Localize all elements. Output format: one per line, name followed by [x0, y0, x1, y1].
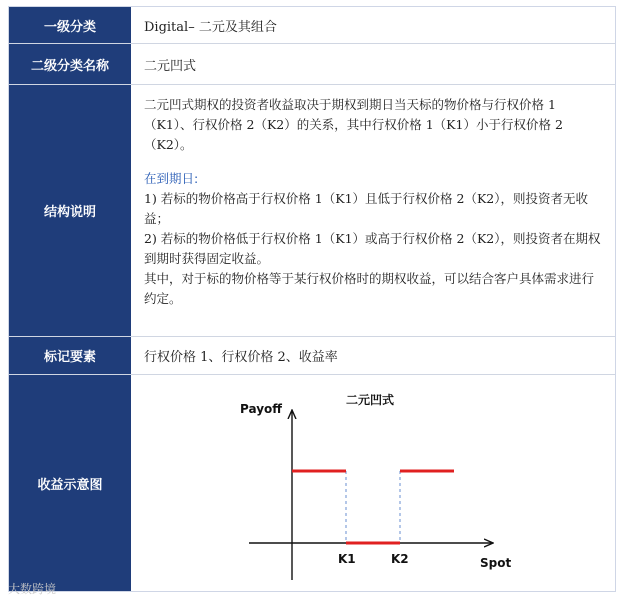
k2-label: K2: [391, 552, 409, 566]
x-axis-label: Spot: [480, 556, 512, 570]
description-note: 其中，对于标的物价格等于某行权价格时的期权收益，可以结合客户具体需求进行约定。: [144, 271, 595, 306]
k1-label: K1: [338, 552, 356, 566]
row-value: 二元凹式: [144, 58, 197, 74]
row-key-elements: [9, 337, 615, 375]
row-value: 行权价格 1、行权价格 2、收益率: [144, 350, 338, 365]
description-body: [132, 85, 615, 336]
description-point-1: 1) 若标的物价格高于行权价格 1（K1）且低于行权价格 2（K2），则投资者无收益；: [144, 191, 588, 226]
row-secondary-category: [9, 44, 615, 85]
row-label: 标记要素: [9, 337, 132, 374]
description-point-2: 2) 若标的物价格低于行权价格 1（K1）或高于行权价格 2（K2），则投资者在期权到期时获得固定收益。: [144, 231, 601, 266]
watermark-text: 大数跨境: [8, 582, 57, 596]
row-value: Digital– 二元及其组合: [144, 19, 277, 35]
row-label: 收益示意图: [9, 375, 132, 591]
row-label: 结构说明: [9, 85, 132, 336]
row-primary-category: [9, 7, 615, 44]
description-subheading: 在到期日:: [144, 171, 199, 186]
description-intro: 二元凹式期权的投资者收益取决于期权到期日当天标的物价格与行权价格 1（K1）、行权价格 2（K2）的关系，其中行权价格 1（K1）小于行权价格 2（K2）。: [144, 97, 563, 152]
payoff-chart: [132, 375, 612, 591]
chart-title: 二元凹式: [346, 393, 395, 407]
product-info-table: [8, 6, 616, 592]
row-label: 一级分类: [9, 7, 132, 43]
y-axis-label: Payoff: [240, 402, 282, 416]
row-payoff-diagram: [9, 375, 615, 591]
payoff-chart-cell: [132, 375, 615, 591]
row-structure-description: [9, 85, 615, 337]
row-label: 二级分类名称: [9, 44, 132, 84]
